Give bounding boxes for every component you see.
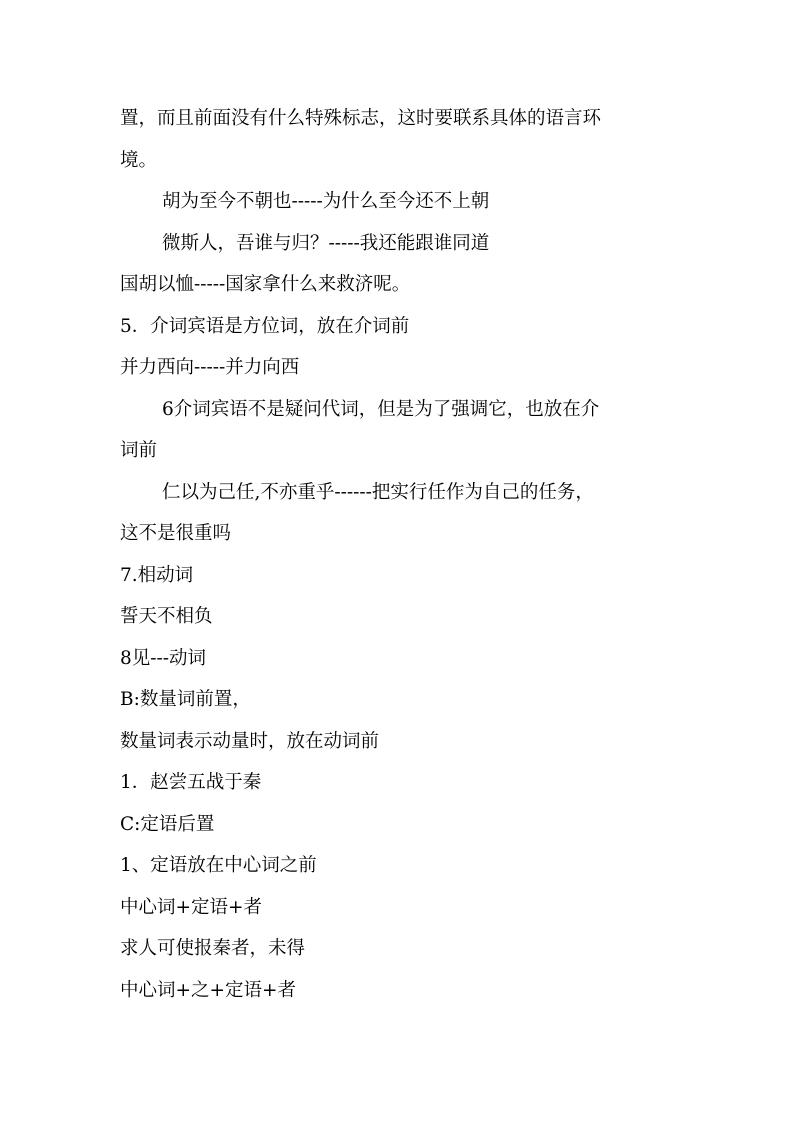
text-line: 微斯人，吾谁与归？-----我还能跟谁同道 xyxy=(162,232,490,254)
text-line: 胡为至今不朝也-----为什么至今还不上朝 xyxy=(162,191,490,212)
text-line: 数量词表示动量时，放在动词前 xyxy=(120,730,380,752)
text-line: B:数量词前置， xyxy=(120,689,251,710)
text-line: 中心词+之+定语+者 xyxy=(120,979,297,1001)
text-line: 并力西向-----并力向西 xyxy=(120,357,300,378)
text-line: 仁以为己任,不亦重乎------把实行任作为自己的任务， xyxy=(162,481,594,503)
text-line: 8见---动词 xyxy=(120,647,207,669)
text-line: 求人可使报秦者，未得 xyxy=(120,938,306,959)
text-line: 置，而且前面没有什么特殊标志，这时要联系具体的语言环 xyxy=(120,108,602,129)
text-line: 1、定语放在中心词之前 xyxy=(120,855,317,876)
text-line: 境。 xyxy=(120,149,158,171)
text-line: 7.相动词 xyxy=(120,564,194,586)
text-line: 这不是很重吗 xyxy=(120,523,232,544)
text-line: C:定语后置 xyxy=(120,813,215,835)
text-line: 6介词宾语不是疑问代词，但是为了强调它，也放在介 xyxy=(162,398,600,420)
text-line: 国胡以恤-----国家拿什么来救济呢。 xyxy=(120,274,411,295)
document-body xyxy=(120,98,680,1011)
text-line: 1．赵尝五战于秦 xyxy=(120,772,262,793)
text-line: 词前 xyxy=(120,440,158,461)
text-line: 5．介词宾语是方位词，放在介词前 xyxy=(120,315,410,337)
text-line: 誓天不相负 xyxy=(120,606,213,627)
text-line: 中心词+定语+者 xyxy=(120,896,263,918)
